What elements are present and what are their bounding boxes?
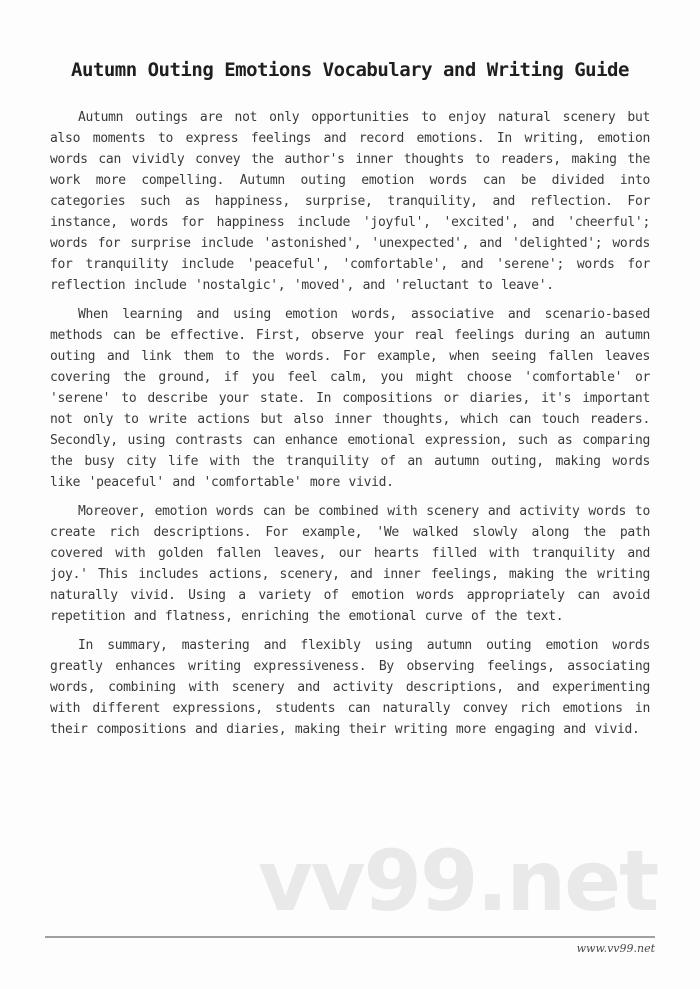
paragraph-summary: In summary, mastering and flexibly using autumn outing emotion words greatly enhances writing expressiveness. By observing feelings, associating words, combining with scenery and activity descriptions, and experimenting with different expressions, students can naturally convey rich emotions in their compositions and diaries, making their writing more engaging and vivid. bbox=[50, 638, 650, 737]
footer-url: www.vv99.net bbox=[576, 942, 655, 955]
watermark-text: vv99.net bbox=[258, 832, 658, 930]
paragraph-combining-words: Moreover, emotion words can be combined with scenery and activity words to create rich descriptions. For example, 'We walked slowly along the path covered with golden fallen leaves, our hearts filled with tranquility and joy.' This includes actions, scenery, and inner feelings, making the writing naturally vivid. Using a variety of emotion words appropriately can avoid repetition and flatness, enriching the emotional curve of the text. bbox=[50, 504, 650, 624]
footer-divider bbox=[45, 936, 655, 938]
document-title: Autumn Outing Emotions Vocabulary and Writing Guide bbox=[71, 59, 629, 81]
paragraph-learning-methods: When learning and using emotion words, associative and scenario-based methods can be effective. First, observe your real feelings during an autumn outing and link them to the words. For example, when seeing fallen leaves covering the ground, if you feel calm, you might choose 'comfortable' or 'serene' to describe your state. In compositions or diaries, it's important not only to write actions but also inner thoughts, which can touch readers. Secondly, using contrasts can enhance emotional expression, such as comparing the busy city life with the tranquility of an autumn outing, making words like 'peaceful' and 'comfortable' more vivid. bbox=[50, 307, 650, 490]
document-body bbox=[50, 107, 650, 740]
paragraph-intro-categories: Autumn outings are not only opportunities to enjoy natural scenery but also moments to express feelings and record emotions. In writing, emotion words can vividly convey the author's inner thoughts to readers, making the work more compelling. Autumn outing emotion words can be divided into categories such as happiness, surprise, tranquility, and reflection. For instance, words for happiness include 'joyful', 'excited', and 'cheerful'; words for surprise include 'astonished', 'unexpected', and 'delighted'; words for tranquility include 'peaceful', 'comfortable', and 'serene'; words for reflection include 'nostalgic', 'moved', and 'reluctant to leave'. bbox=[50, 110, 650, 293]
